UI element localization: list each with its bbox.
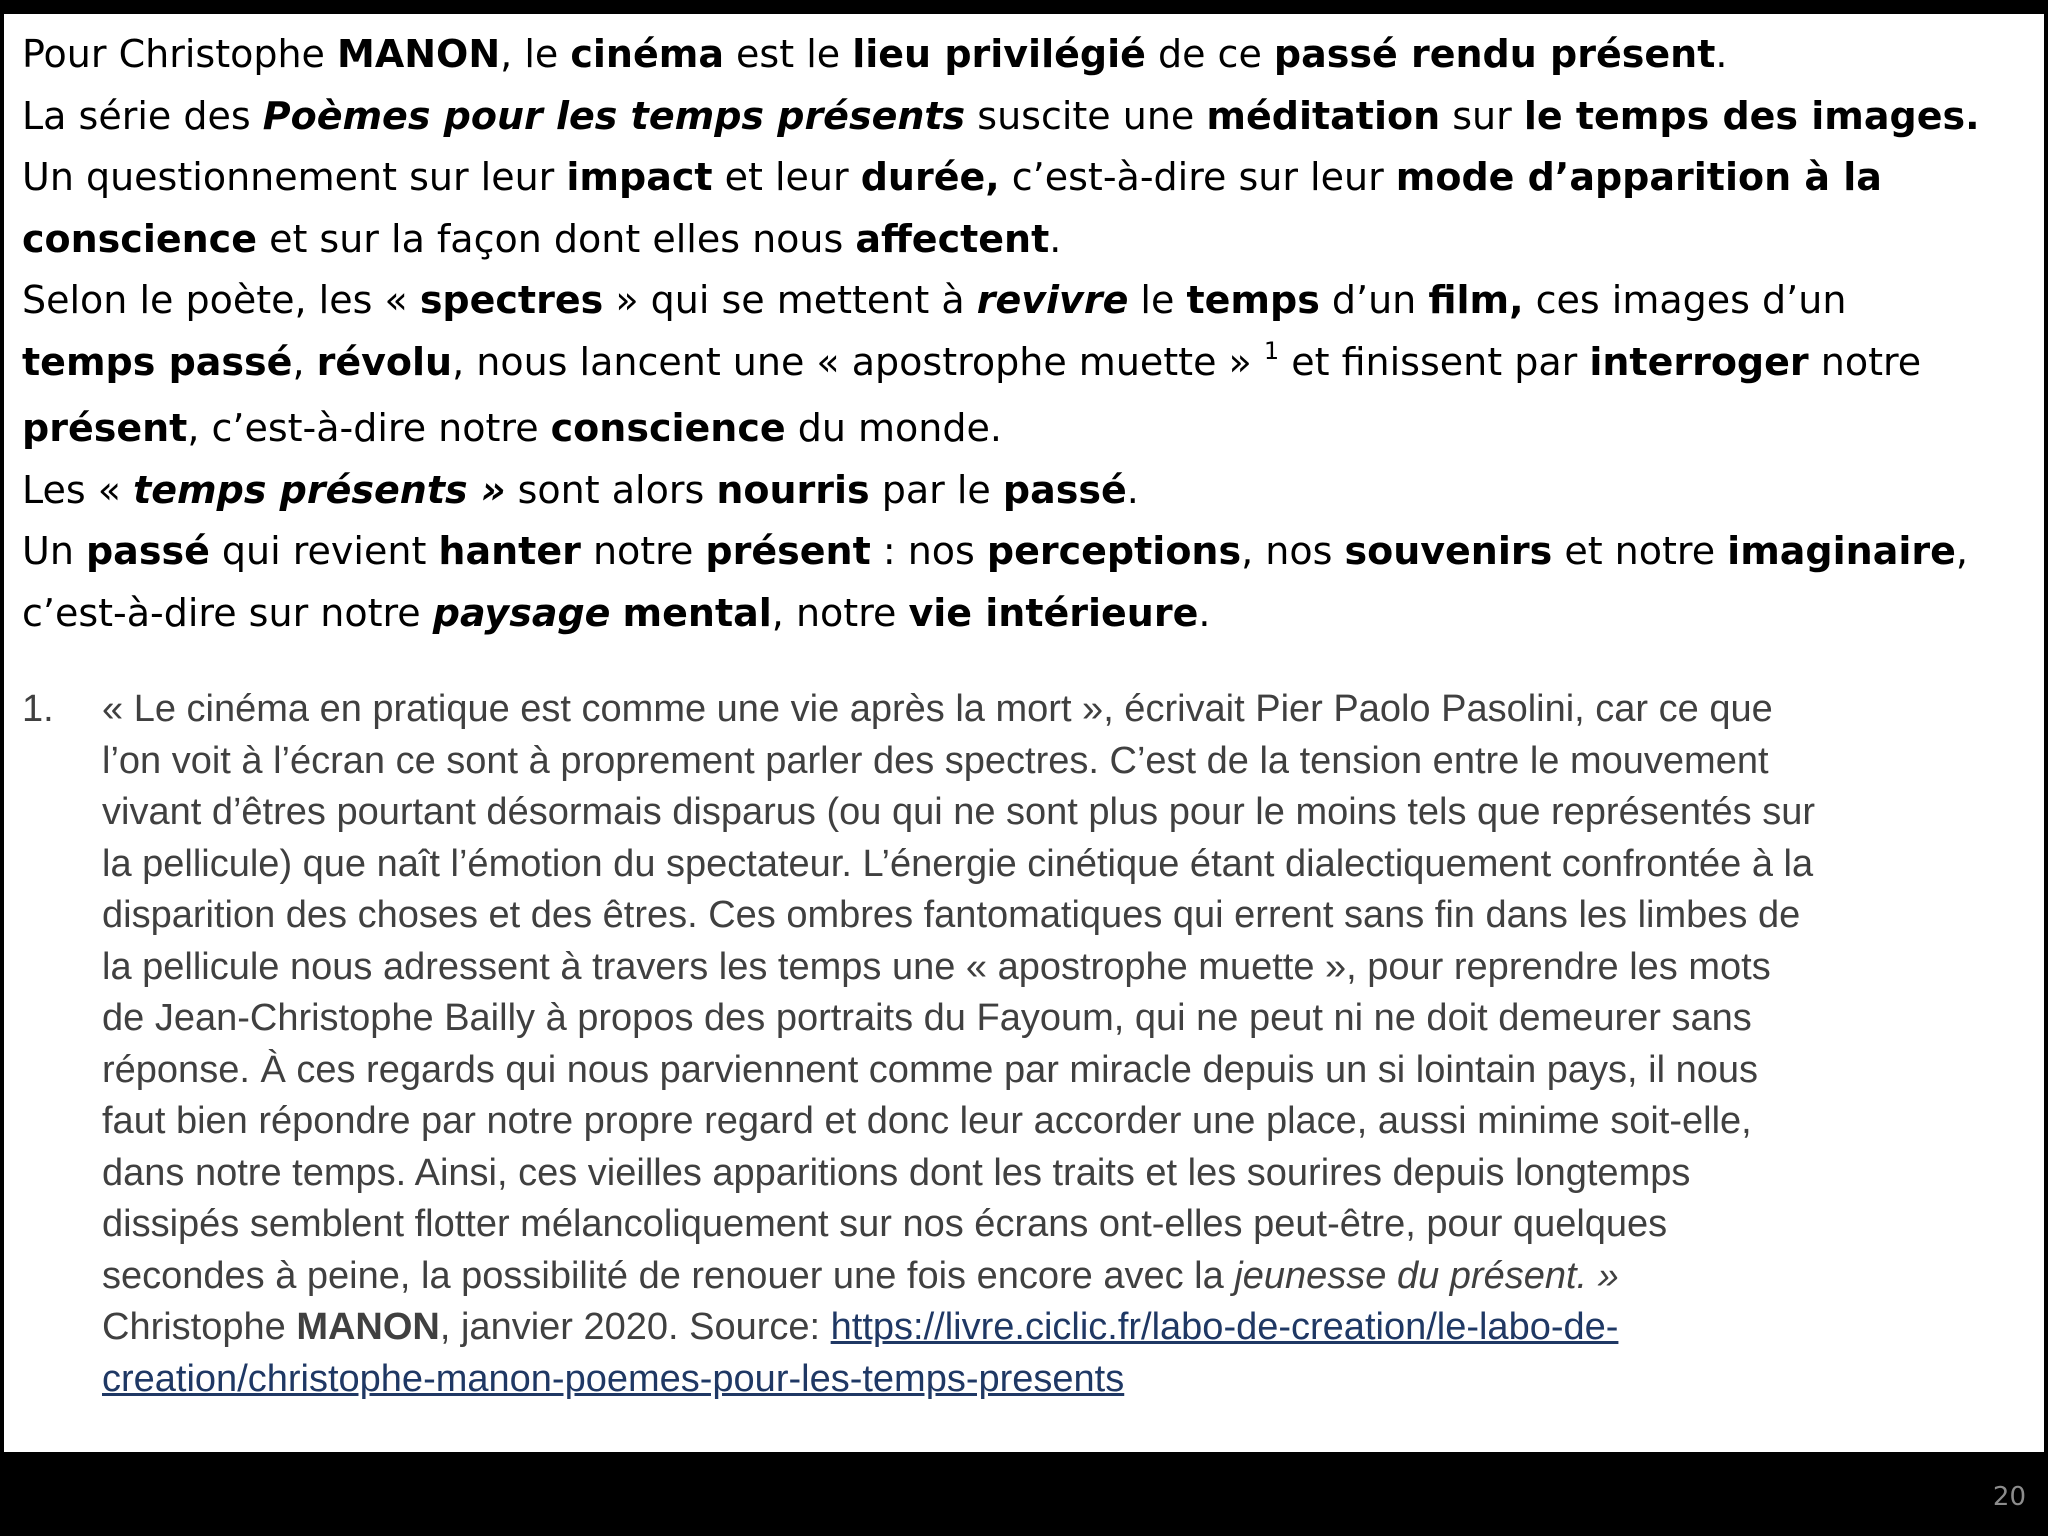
text: . [1715, 32, 1728, 76]
text-bold: affectent [855, 216, 1050, 261]
footnote-line: « Le cinéma en pratique est comme une vie après la mort », écrivait Pier Paolo Pasolini, car ce que [102, 688, 1773, 730]
footnote-line: de Jean-Christophe Bailly à propos des portraits du Fayoum, qui ne peut ni ne doit demeurer sans [102, 997, 1752, 1039]
text: , janvier 2020. Source: [439, 1306, 831, 1348]
text: » qui se mettent à [603, 278, 977, 322]
text-bold-italic: temps présents » [133, 467, 506, 512]
text: . [1198, 590, 1211, 635]
main-line-10 [22, 583, 2032, 645]
text [610, 591, 622, 635]
text-bold: passé rendu présent [1273, 32, 1716, 76]
text: Un questionnement sur leur [22, 155, 567, 199]
text-bold: conscience [22, 216, 257, 261]
text: Un [22, 529, 86, 573]
text-bold: mental [622, 590, 772, 635]
text-bold: perceptions [986, 529, 1242, 573]
footnote-line: faut bien répondre par notre propre regard et donc leur accorder une place, aussi minime soit-elle, [102, 1100, 1752, 1142]
text: secondes à peine, la possibilité de renouer une fois encore avec la [102, 1254, 1235, 1297]
text: suscite une [965, 93, 1207, 138]
text: et sur la façon dont elles nous [256, 216, 856, 261]
text: . [1126, 467, 1139, 512]
text: . [1049, 216, 1062, 261]
text: La série des [22, 93, 263, 138]
footnote-line: vivant d’êtres pourtant désormais disparus (ou qui ne sont plus pour le moins tels que représentés sur [102, 791, 1816, 833]
text-bold: imaginaire [1727, 529, 1956, 573]
main-line-6 [22, 332, 2032, 399]
footnote-source-line [102, 1302, 2032, 1354]
text-bold: vie intérieure [908, 590, 1199, 635]
footnote-source-line [102, 1354, 2032, 1406]
main-line-8 [22, 460, 2032, 522]
text-bold: hanter [438, 529, 581, 573]
text-bold: mode d’apparition à la [1395, 155, 1882, 199]
text: d’un [1319, 278, 1429, 322]
text-bold: révolu [316, 339, 453, 384]
source-link[interactable]: https://livre.ciclic.fr/labo-de-creation/le-labo-de- [830, 1306, 1619, 1348]
text: c’est-à-dire sur leur [999, 155, 1396, 199]
text: c’est-à-dire sur notre [22, 590, 433, 635]
slide [4, 14, 2044, 1452]
text: et finissent par [1279, 339, 1590, 384]
text-bold: nourris [716, 467, 870, 512]
main-paragraph [22, 24, 2032, 644]
footnote-line: réponse. À ces regards qui nous parviennent comme par miracle depuis un si lointain pays, il nous [102, 1048, 1759, 1091]
text-bold: film, [1428, 278, 1524, 322]
main-line-3 [22, 147, 2032, 209]
text: qui revient [209, 529, 439, 573]
main-line-4 [22, 209, 2032, 271]
text: : nos [870, 529, 987, 573]
footnote-line: la pellicule nous adressent à travers les temps une « apostrophe muette », pour reprendre les mots [102, 945, 1771, 988]
text: notre [580, 529, 706, 573]
main-line-5 [22, 270, 2032, 332]
text: , c’est-à-dire notre [187, 406, 551, 450]
text: et notre [1552, 529, 1728, 573]
text: ces images d’un [1523, 278, 1847, 322]
text-bold: souvenirs [1344, 529, 1553, 573]
text: Pour Christophe [22, 32, 338, 76]
footnote-line: dissipés semblent flotter mélancoliquement sur nos écrans ont-elles peut-être, pour quelques [102, 1203, 1668, 1245]
text: , nos [1241, 529, 1345, 573]
text-italic: jeunesse du présent. » [1234, 1254, 1619, 1297]
text-bold: passé [1002, 467, 1127, 512]
text-bold: temps [1186, 278, 1320, 322]
text: , [292, 339, 317, 384]
text: sont alors [505, 467, 717, 512]
footnote-line: l’on voit à l’écran ce sont à proprement parler des spectres. C’est de la tension entre le mouvement [102, 739, 1769, 782]
text: Selon le poète, les « [22, 278, 420, 322]
text-bold: durée, [860, 155, 1000, 199]
text: sur [1440, 93, 1524, 138]
text-bold: conscience [550, 406, 786, 450]
footnote-line: disparition des choses et des êtres. Ces ombres fantomatiques qui errent sans fin dans les limbes de [102, 894, 1801, 936]
footnote [22, 684, 2032, 1405]
footnote-line: la pellicule) que naît l’émotion du spectateur. L’énergie cinétique étant dialectiquement confrontée à la [102, 842, 1814, 885]
text: Les « [22, 467, 134, 512]
text-bold: spectres [419, 278, 604, 322]
text-bold: interroger [1589, 339, 1809, 384]
footnote-body [102, 684, 2032, 1405]
footnote-line [102, 1251, 2032, 1303]
text-bold-italic: paysage [432, 590, 611, 635]
text: , nous lancent une « apostrophe muette » [452, 339, 1264, 384]
main-line-7 [22, 398, 2032, 460]
main-line-9 [22, 521, 2032, 583]
main-line-1 [22, 24, 2032, 86]
text-bold: passé [85, 529, 210, 573]
text: , notre [771, 590, 909, 635]
main-line-2 [22, 86, 2032, 148]
text: et leur [712, 155, 861, 199]
text-bold: présent [22, 406, 188, 450]
text: est le [723, 32, 853, 76]
text-bold-italic: Poèmes pour les temps présents [262, 93, 966, 138]
source-link-continued[interactable]: creation/christophe-manon-poemes-pour-les-temps-presents [102, 1357, 1125, 1400]
page-number: 20 [1992, 1482, 2026, 1512]
footnote-reference: 1 [1263, 336, 1280, 365]
text-bold: temps passé [22, 339, 293, 384]
text-bold: lieu privilégié [852, 32, 1146, 76]
text: le [1128, 278, 1187, 322]
text-bold: le temps des images. [1523, 93, 1980, 138]
text-bold: présent [705, 529, 871, 573]
text-bold: impact [566, 155, 713, 199]
author-name: MANON [296, 1306, 440, 1348]
text: Christophe [102, 1306, 297, 1348]
text: par le [869, 467, 1003, 512]
footnote-number: 1. [22, 688, 54, 730]
text-bold: MANON [337, 32, 501, 76]
footnote-line: dans notre temps. Ainsi, ces vieilles apparitions dont les traits et les sourires depuis longtemps [102, 1151, 1691, 1194]
text-bold-italic: revivre [976, 278, 1129, 322]
text: , [1955, 529, 1968, 573]
text: notre [1808, 339, 1922, 384]
text: de ce [1145, 32, 1274, 76]
text-bold: cinéma [570, 32, 724, 76]
text-bold: méditation [1206, 93, 1441, 138]
text: , le [500, 32, 571, 76]
text: du monde. [785, 406, 1002, 450]
